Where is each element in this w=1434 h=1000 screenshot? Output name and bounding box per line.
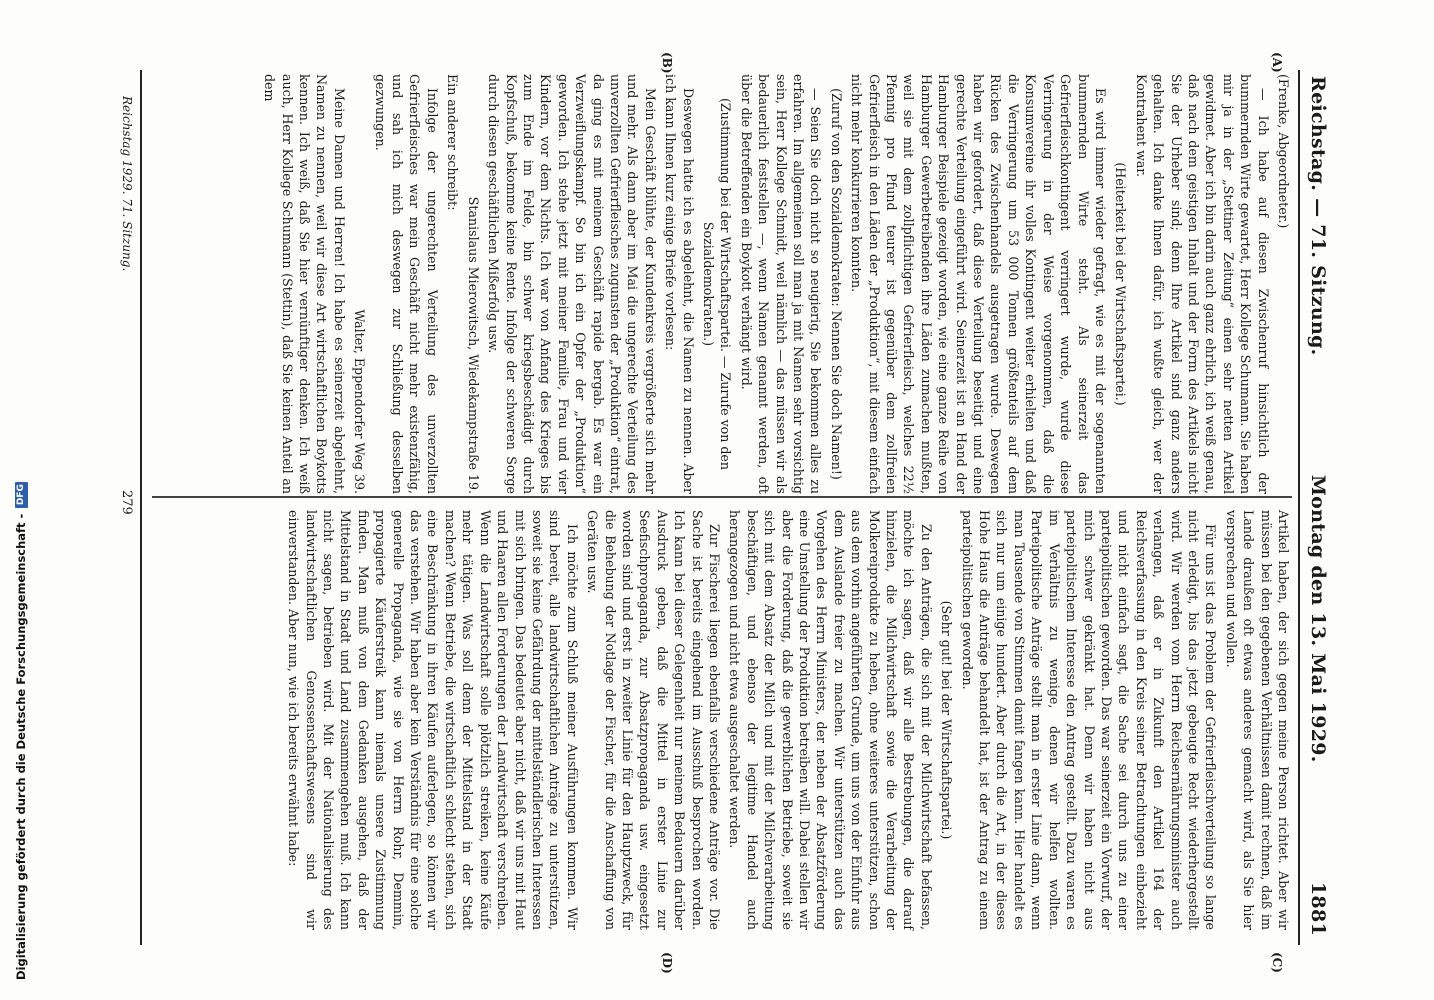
margin-marker-c: (C) <box>1270 952 1284 973</box>
paragraph: Deswegen hatte ich es abgelehnt, die Namen zu nennen. Aber ich kann Ihnen kurz einige Briefe vorlesen: <box>663 74 696 494</box>
dfg-logo-icon: DFG <box>15 482 28 508</box>
paragraph: Es wird immer wieder gefragt, wie es mit der sogenannten bummernden Wirte steht. Als seinerzeit das Gefrierfleischkontingent verringert wurde, wurde diese Verringerung in der Weise vorgenommen, daß die Konsumvereine ihr volles Kontingent weiter erhielten und daß die Verringerung um 53 000 Tonnen größtenteils auf dem Rücken des Zwischenhandels ausgetragen wurde. Deswegen haben wir gefordert, daß diese Verteilung beseitigt und eine gerechte Verteilung eingeführt wird. Seinerzeit ist an Hand der Hamburger Beispiele gezeigt worden, wie eine ganze Reihe von Hamburger Gewerbetreibenden ihre Läden zumachen mußten, weil sie mit dem zollpflichtigen Gefrierfleisch, welches 22½ Pfennig pro Pfund teurer ist gegenüber dem zollfreien Gefrierfleisch in den Läden der „Produktion“, mit diesem einfach nicht mehr konkurrieren konnten. <box>849 74 1108 494</box>
header-date: Montag den 13. Mai 1929. <box>1307 474 1329 763</box>
quoted-letter: Infolge der ungerechten Verteilung des unverzollten Gefrierfleisches war mein Geschäft nicht mehr existenzfähig, und sah ich mich deswegen zur Schließung desselben gezwungen. <box>372 74 440 494</box>
digitization-text: Digitalisierung gefördert durch die Deutsche Forschungsgemeinschaft - <box>14 513 28 980</box>
page-header <box>1306 76 1330 936</box>
footer-page-number: 279 <box>119 490 134 515</box>
speaker-line: (Frenke, Abgeordneter.) <box>1276 74 1291 229</box>
right-column <box>282 510 1292 930</box>
interjection: (Heiterkeit bei der Wirtschaftspartei.) <box>1113 162 1129 406</box>
margin-marker-b: (B) <box>660 52 674 74</box>
margin-marker-a: (A) <box>1270 52 1284 73</box>
paragraph: Meine Damen und Herren! Ich habe es seinerzeit abgelehnt, Namen zu nennen, weil wir diese Art wirtschaftlichen Boykotts kennen. Ich weiß, daß Sie hier vernünftiger denken. Ich weiß auch, Herr Kollege Schumann (Stettin), daß Sie keinen Anteil an dem <box>262 74 347 494</box>
header-page-number: 1881 <box>1307 881 1329 936</box>
interjection: (Sehr gut! bei der Wirtschaftspartei.) <box>939 600 955 840</box>
left-column <box>258 74 1292 494</box>
header-rule <box>1298 70 1300 945</box>
paragraph: Zu den Anträgen, die sich mit der Milchwirtschaft befassen, möchte ich sagen, daß wir alle Bestrebungen, die darauf hinzielen, die Milchwirtschaft sowie die Verarbeitung der Molkereiprodukte zu heben, ohne weiteres unterstützen, schon aus dem vorhin angeführten Grunde, um uns von der Einfuhr aus dem Auslande freier zu machen. Wir unterstützen auch das Vorgehen des Herrn Ministers, der neben der Absatzförderung eine Umstellung der Produktion betreiben will. Dabei stellen wir aber die Forderung, daß die gewerblichen Betriebe, soweit sie sich mit dem Absatz der Milch und mit der Milchverarbeitung beschäftigen, und ebenso der legitime Handel auch herangezogen und nicht etwa ausgeschaltet werden. <box>727 510 934 930</box>
paragraph: Ein anderer schreibt: <box>445 74 461 211</box>
margin-marker-d: (D) <box>660 952 674 974</box>
letter-signature: Walter, Eppendorfer Weg 39. <box>352 309 368 494</box>
interjection: (Zustimmung bei der Wirtschaftspartei. — Zurufe von den Sozialdemokraten.) <box>701 97 734 470</box>
paragraph: Ich möchte zum Schluß meiner Ausführungen kommen. Wir sind bereit, alle landwirtschaftlichen Anträge zu unterstützen, soweit sie keine Gefährdung der mittelständlerischen Interessen mit sich bringen. Das bedeutet aber nicht, daß wir uns mit Haut und Haaren allen Forderungen der Landwirtschaft verschreiben. Wenn die Landwirtschaft solle plötzlich streiken, keine Käufe mehr tätigen. Was soll denn der Mittelstand in der Stadt machen? Wenn Betriebe, die wirtschaftlich schlecht stehen, sich eine Beschränkung in ihren Käufen auferlegen, so können wir das verstehen. Wir haben aber kein Verständnis für eine solche generelle Propaganda, wie sie von Herrn Rohr, Demmin, propagierte Käuferstreik kann niemals unsere Zustimmung finden. Man muß von dem Gedanken ausgehen, daß der Mittelstand in Stadt und Land zusammengehen muß. Ich kann nicht sagen, betrieben wird. Mit der Nationalisierung des landwirtschaftlichen Genossenschaftswesens sind wir einverstanden. Aber nun, wie ich bereits erwähnt habe: <box>286 510 580 930</box>
letter-signature: Stanislaus Mierowitsch, Wiedekampstraße 19. <box>465 196 481 494</box>
paragraph: Für uns ist das Problem der Gefrierfleischverteilung so lange nicht erledigt, bis das jetzt gebeugte Recht wiederhergestellt wird. Wir werden vom Herrn Reichsernährungsminister auch verlangen, daß er in Zukunft den Artikel 164 der Reichsverfassung in den Kreis seiner Betrachtungen einbezieht und nicht einfach sagt, die Sache sei durch uns zu einer parteipolitischen geworden. Das war seinerzeit ein Vorwurf, der mich schwer gekränkt hat. Denn wir haben nicht aus parteipolitischem Interesse den Antrag gestellt. Dazu waren es im Verhältnis zu wenige, denen wir helfen wollten. Parteipolitische Anträge stellt man in erster Linie dann, wenn man Tausende von Stimmen damit fangen kann. Hier handelt es sich nur um einige hundert. Aber durch die Art, in der dieses Hohe Haus die Anträge behandelt hat, ist der Antrag zu einem parteipolitischen geworden. <box>959 510 1219 930</box>
column-divider <box>152 496 1292 498</box>
footer-rule <box>140 70 142 945</box>
paragraph: Zur Fischerei liegen ebenfalls verschiedene Anträge vor. Die Sache ist bereits eingehend im Ausschuß besprochen worden. Ich kann bei dieser Gelegenheit nur meinem Bedauern darüber Ausdruck geben, daß die Mittel in erster Linie zur Seefischpropaganda, zur Absatzpropaganda usw. eingesetzt worden sind und erst in zweiter Linie für den Hauptzweck, für die Behebung der Notlage der Fischer, für die Anschaffung von Geräten usw. <box>585 510 722 930</box>
paragraph: — Ich habe auf diesen Zwischenruf hinsichtlich der bummernden Wirte gewartet, Herr Kollege Schumann. Sie haben mir ja in der „Stettiner Zeitung“ einen sehr netten Artikel gewidmet. Aber ich bin darin auch ganz ehrlich, ich weiß genau, daß nach dem geistigen Inhalt und der Form des Artikels nicht Sie der Urheber sind; denn Ihre Artikel sind ganz anders gehalten. Ich danke Ihnen dafür, ich wußte gleich, wer der Kontrahent war. <box>1133 74 1271 494</box>
paragraph: Artikel haben, der sich gegen meine Person richtet. Aber wir müssen bei den gegebenen Verhältnissen damit rechnen, daß im Lande draußen oft etwas anderes gemacht wird, als Sie hier versprechen und wollen. <box>1223 510 1291 930</box>
digitization-credit <box>14 482 28 980</box>
header-session: Reichstag. — 71. Sitzung. <box>1307 76 1329 356</box>
footer-session: Reichstag 1929. 71. Sitzung. <box>120 96 134 272</box>
interjection: (Zuruf von den Sozialdemokraten: Nennen Sie doch Namen!) <box>828 88 844 480</box>
paragraph: — Seien Sie doch nicht so neugierig, Sie bekommen alles zu erfahren. Im allgemeinen soll man ja mit Namen sehr vorsichtig sein, Herr Kollege Schmidt, weil nämlich — das müssen wir als bedauerlich feststellen —, wenn Namen genannt werden, oft über die Betreffenden ein Boykott verhängt wird. <box>738 74 824 494</box>
quoted-letter: Mein Geschäft blühte, der Kundenkreis vergrößerte sich mehr und mehr. Als dann aber im Mai die ungerechte Verteilung des unverzollten Gefrierfleisches zugunsten der „Produktion“ eintrat, da ging es mit meinem Geschäft rapide bergab. Es war ein Verzweiflungskampf. So bin ich ein Opfer der „Produktion“ geworden. Ich stehe jetzt mit meiner Familie, Frau und vier Kindern, vor dem Nichts. Ich war von Anfang des Krieges bis zum Ende im Felde, bin schwer kriegsbeschädigt durch Kopfschuß, bekomme keine Rente. Infolge der schweren Sorge durch diesen geschäftlichen Mißerfolg usw. <box>486 74 658 494</box>
